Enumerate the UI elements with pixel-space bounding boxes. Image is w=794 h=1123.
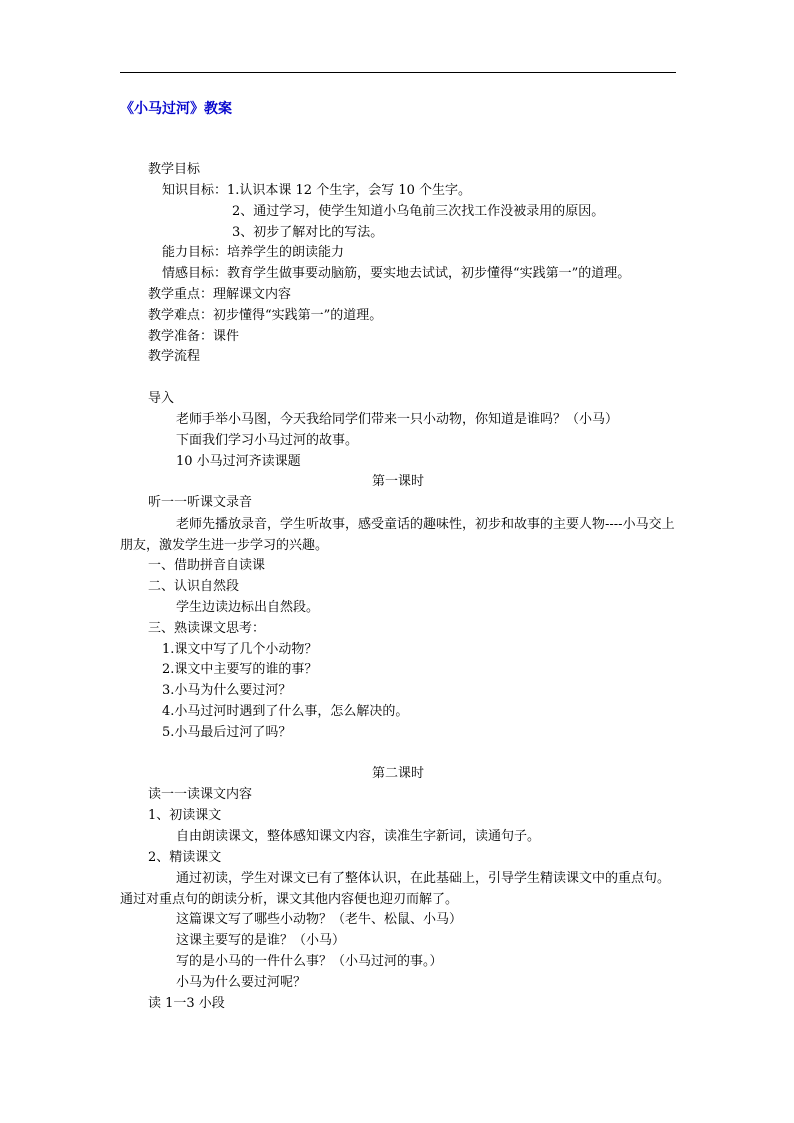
text-line: 教学准备：课件 xyxy=(148,329,240,344)
text-line: 知识目标：1.认识本课 12 个生字，会写 10 个生字。 xyxy=(162,183,472,198)
text-line: 读 1一3 小段 xyxy=(148,996,225,1011)
section-heading: 第一课时 xyxy=(371,474,424,489)
text-line: 教学重点：理解课文内容 xyxy=(148,287,292,302)
text-line: 写的是小马的一件什么事？（小马过河的事。） xyxy=(176,954,443,969)
text-line: 3、初步了解对比的写法。 xyxy=(232,225,384,240)
text-line: 教学难点：初步懂得“实践第一”的道理。 xyxy=(148,308,383,323)
section-heading: 第二课时 xyxy=(371,766,424,781)
paragraph: 通过初读，学生对课文已有了整体认识，在此基础上，引导学生精读课文中的重点句。通过对重点句的朗读分析，课文其他内容便也迎刃而解了。 xyxy=(120,871,671,907)
text-line: 这课主要写的是谁？（小马） xyxy=(176,933,346,948)
text-line: 读一一读课文内容 xyxy=(148,787,253,802)
header-rule xyxy=(120,72,676,73)
text-line: 下面我们学习小马过河的故事。 xyxy=(176,433,359,448)
text-line: 老师手举小马图，今天我给同学们带来一只小动物，你知道是谁吗？（小马） xyxy=(176,412,619,427)
text-line: 一、借助拼音自读课 xyxy=(148,558,266,573)
text-line: 学生边读边标出自然段。 xyxy=(176,600,320,615)
text-line: 2、精读课文 xyxy=(148,850,222,865)
text-line: 1、初读课文 xyxy=(148,808,222,823)
text-line: 3.小马为什么要过河？ xyxy=(162,683,292,698)
text-line: 这篇课文写了哪些小动物？（老牛、松鼠、小马） xyxy=(176,912,463,927)
text-line: 教学流程 xyxy=(148,349,201,364)
text-line: 4.小马过河时遇到了什么事，怎么解决的。 xyxy=(162,704,409,719)
text-line: 三、熟读课文思考： xyxy=(148,621,266,636)
text-line: 情感目标：教育学生做事要动脑筋，要实地去试试，初步懂得“实践第一”的道理。 xyxy=(162,266,631,281)
text-line: 10 小马过河齐读课题 xyxy=(176,454,301,469)
paragraph: 老师先播放录音，学生听故事，感受童话的趣味性，初步和故事的主要人物----小马交上朋友，激发学生进一步学习的兴趣。 xyxy=(120,517,675,553)
text-line: 自由朗读课文，整体感知课文内容，读准生字新词，读通句子。 xyxy=(176,829,541,844)
text-line: 能力目标：培养学生的朗读能力 xyxy=(162,245,345,260)
text-line: 听一一听课文录音 xyxy=(148,495,253,510)
text-line: 教学目标 xyxy=(148,162,201,177)
text-line: 导入 xyxy=(148,391,175,406)
document-title: 《小马过河》教案 xyxy=(120,101,232,117)
text-line: 2.课文中主要写的谁的事？ xyxy=(162,662,318,677)
text-line: 二、认识自然段 xyxy=(148,579,240,594)
text-line: 小马为什么要过河呢？ xyxy=(176,975,307,990)
text-line: 1.课文中写了几个小动物？ xyxy=(162,642,318,657)
text-line: 5.小马最后过河了吗？ xyxy=(162,725,292,740)
text-line: 2、通过学习，使学生知道小乌龟前三次找工作没被录用的原因。 xyxy=(232,204,605,219)
